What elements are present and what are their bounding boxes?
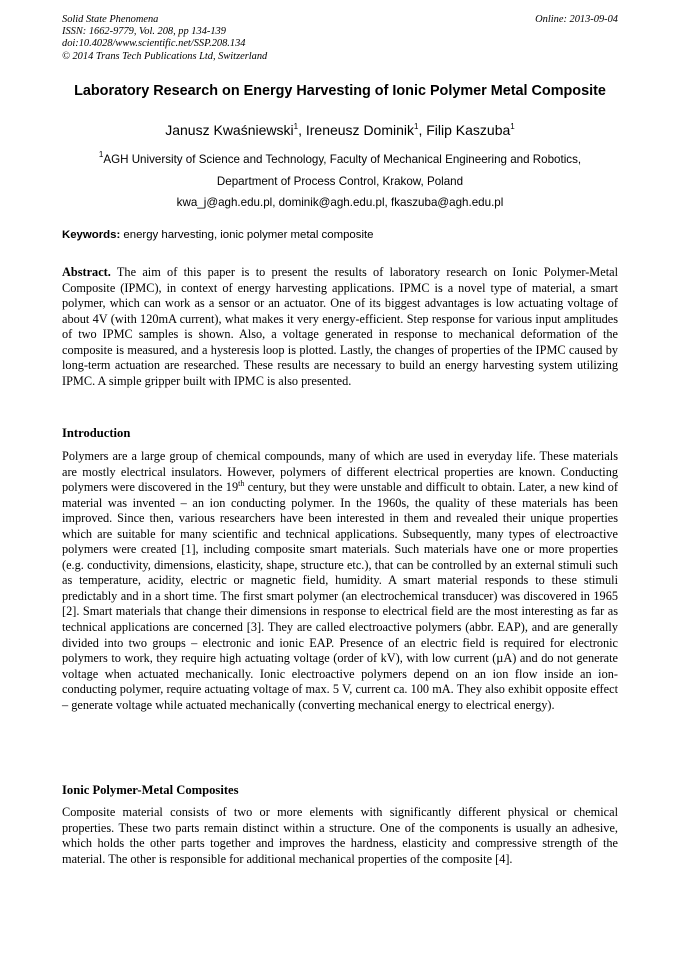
keywords-label: Keywords: [62, 229, 121, 241]
affiliation-block [62, 149, 618, 214]
journal-copyright: © 2014 Trans Tech Publications Ltd, Switzerland [62, 50, 268, 62]
author-affiliation-mark: 1 [414, 122, 419, 131]
keywords-text: energy harvesting, ionic polymer metal composite [120, 229, 374, 241]
introduction-paragraph [62, 449, 618, 713]
section-heading-ipmc: Ionic Polymer-Metal Composites [62, 783, 239, 797]
author-emails[interactable]: kwa_j@agh.edu.pl, dominik@agh.edu.pl, fkaszuba@agh.edu.pl [176, 196, 504, 209]
journal-doi[interactable]: doi:10.4028/www.scientific.net/SSP.208.134 [62, 38, 246, 50]
abstract-text: The aim of this paper is to present the results of laboratory research on Ionic Polymer-Metal Composite (IPMC), in context of energy harvesting applications. IPMC is a novel type of material, a smart polymer, which can work as a sensor or an actuator. One of its biggest advantages is low actuating voltage of about 4V (with 120mA current), what makes it very energy-efficient. Step response for various input amplitudes of two IPMC samples is shown. Also, a voltage generated in response to mechanical deformation of the composite is measured, and a hysteresis loop is plotted. Lastly, the changes of properties of the IPMC caused by long-term actuation are researched. These results are necessary to build an energy harvesting system utilizing IPMC. A simple gripper built with IPMC is also presented. [62, 265, 618, 388]
journal-name: Solid State Phenomena [62, 14, 159, 25]
affiliation-line [62, 149, 618, 171]
affiliation-department: Department of Process Control, Krakow, Poland [216, 174, 464, 188]
author-name: Filip Kaszuba [426, 122, 511, 138]
affiliation-mark: 1 [98, 150, 104, 159]
intro-text-part: Polymers are a large group of chemical compounds, many of which are used in everyday life. These materials are mostly electrical insulators. However, polymers of different electrical properties are known. Conducting polymers were discovered in the 19 [62, 449, 618, 495]
ipmc-paragraph: Composite material consists of two or more elements with significantly different physical or chemical properties. These two parts remain distinct within a structure. One of the components is usually an adhesive, which holds the other parts together and improves the hardness, elasticity and compressive strength of the material. The other is responsible for additional mechanical properties of the composite [4]. [62, 805, 618, 866]
affiliation-institution: AGH University of Science and Technology, Faculty of Mechanical Engineering and Robotics, [103, 153, 582, 166]
journal-issn: ISSN: 1662-9779, Vol. 208, pp 134-139 [62, 26, 226, 38]
author-affiliation-mark: 1 [510, 122, 515, 131]
abstract-label: Abstract. [62, 265, 111, 279]
paper-title: Laboratory Research on Energy Harvesting of Ionic Polymer Metal Composite [74, 83, 606, 99]
author-name: Ireneusz Dominik [305, 122, 415, 138]
author-list: Janusz Kwaśniewski$^1$, Ireneusz Dominik$^1$, Filip Kaszuba$^1$ [165, 122, 515, 138]
section-heading-introduction: Introduction [62, 426, 131, 440]
author-affiliation-mark: 1 [293, 122, 299, 131]
author-name: Janusz Kwaśniewski [165, 122, 294, 138]
journal-header [62, 14, 618, 63]
online-date: Online: 2013-09-04 [535, 14, 618, 25]
keywords [62, 228, 618, 242]
abstract [62, 265, 618, 389]
ordinal-superscript: th [238, 479, 245, 489]
intro-text-part: century, but they were unstable and difficult to obtain. Later, a new kind of material was invented – an ion conducting polymer. In the 1960s, the quality of these materials has been improved. Since then, various researchers have been interested in them and revealed their unique properties which are suitable for many scientific and technical applications. Subsequently, many types of electroactive polymers were created [1], including composite smart materials. Such materials have one or more properties (e.g. conductivity, dimensions, elasticity, shape, structure etc.), that can be controlled by an external stimuli such as temperature, acidity, electric or magnetic field, humidity. A smart material responds to these stimuli predictably and in a short time. The first smart polymer (an electrochemical transducer) was discovered in 1965 [2]. Smart materials that change their dimensions in response to electrical field are the most interesting as far as technical applications are concerned [3]. They are called electroactive polymers (abbr. EAP), and are generally divided into two groups – electronic and ionic EAP. Presence of an electric field is required for electronic polymers to work, they require high actuating voltage (order of kV), with low current (µA) and do not generate voltage when actuated mechanically. Ionic electroactive polymers depend on an ion flow inside an ion-conducting polymer, require actuating voltage of max. 5 V, current ca. 100 mA. They also exhibit opposite effect – generate voltage while actuated mechanically (converting mechanical energy to electrical energy). [62, 480, 618, 712]
